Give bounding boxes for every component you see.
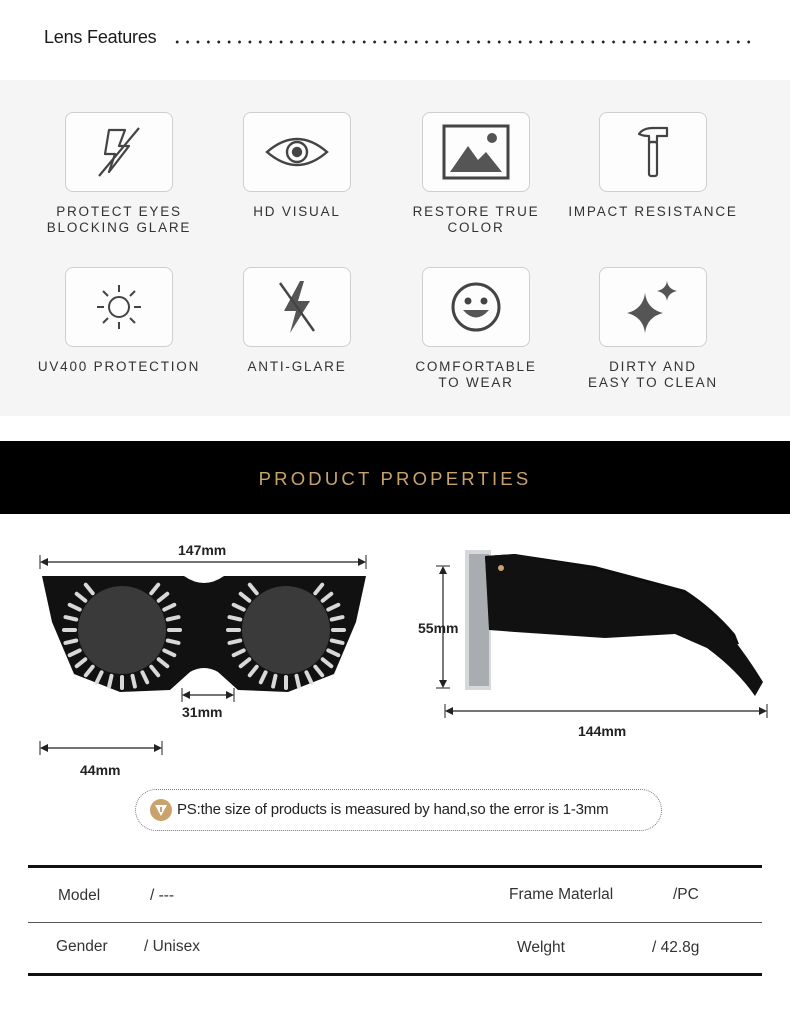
anti-glare-icon — [243, 267, 351, 347]
frame-stud — [297, 676, 299, 687]
measurement-note — [135, 789, 662, 831]
model-value: / --- — [150, 887, 175, 904]
frame-width-label: 147mm — [178, 542, 227, 558]
lens-width-label: 44mm — [80, 762, 121, 778]
sunglasses-front-image — [38, 570, 370, 698]
feature-protect-eyes — [31, 112, 207, 236]
frame-stud — [66, 641, 77, 643]
table-divider — [28, 922, 762, 923]
feature-label: RESTORE TRUE COLOR — [412, 204, 540, 235]
bridge-arrow — [180, 688, 236, 702]
section-title: Lens Features — [44, 27, 157, 47]
frame-material-label: Frame Materlal — [509, 886, 614, 903]
feature-label: PROTECT EYES BLOCKING GLARE — [46, 204, 192, 235]
gender-label: Gender — [56, 938, 108, 955]
dotted-divider — [172, 40, 754, 44]
weight-value: / 42.8g — [652, 939, 700, 956]
frame-stud — [230, 617, 241, 619]
feature-label: ANTI-GLARE — [247, 359, 347, 374]
frame-stud — [332, 617, 343, 619]
product-properties-banner — [0, 441, 790, 514]
lightning-glare-icon — [65, 112, 173, 192]
smiley-icon — [422, 267, 530, 347]
sparkle-icon — [599, 267, 707, 347]
feature-impact-resistance — [565, 112, 741, 220]
lens-height-label: 55mm — [418, 620, 459, 636]
sunglasses-side-image — [455, 548, 770, 698]
frame-stud — [133, 676, 135, 687]
hammer-icon — [599, 112, 707, 192]
feature-uv400 — [31, 267, 207, 375]
temple-length-label: 144mm — [578, 723, 627, 739]
feature-hd-visual — [209, 112, 385, 220]
frame-width-arrow — [38, 555, 368, 569]
feature-label: UV400 PROTECTION — [37, 359, 201, 374]
frame-stud — [230, 641, 241, 643]
eye-icon — [243, 112, 351, 192]
feature-label: HD VISUAL — [253, 204, 341, 219]
feature-anti-glare — [209, 267, 385, 375]
feature-label: IMPACT RESISTANCE — [568, 204, 738, 219]
weight-label: Welght — [517, 939, 565, 956]
feature-comfortable — [388, 267, 564, 391]
feature-restore-true-color — [388, 112, 564, 236]
frame-stud — [332, 641, 343, 643]
lens-width-arrow — [38, 741, 164, 755]
feature-label: COMFORTABLE TO WEAR — [415, 359, 537, 390]
bridge-label: 31mm — [182, 704, 223, 720]
gender-value: / Unisex — [144, 938, 200, 955]
lens-features-header — [0, 0, 790, 72]
frame-material-value: /PC — [673, 886, 699, 903]
banner-title: PRODUCT PROPERTIES — [258, 468, 532, 489]
frame-stud — [273, 676, 275, 687]
frame-stud — [109, 676, 111, 687]
sun-icon — [65, 267, 173, 347]
note-text: PS:the size of products is measured by hand,so the error is 1-3mm — [177, 801, 609, 818]
model-label: Model — [58, 887, 101, 904]
feature-label: DIRTY AND EASY TO CLEAN — [588, 359, 718, 390]
landscape-image-icon — [422, 112, 530, 192]
features-grid — [0, 80, 790, 416]
feature-easy-clean — [565, 267, 741, 391]
temple-length-arrow — [443, 704, 769, 718]
frame-stud — [66, 617, 77, 619]
warning-icon — [149, 798, 173, 822]
frame-stud — [168, 641, 179, 643]
spec-table — [28, 865, 762, 976]
frame-stud — [168, 617, 179, 619]
